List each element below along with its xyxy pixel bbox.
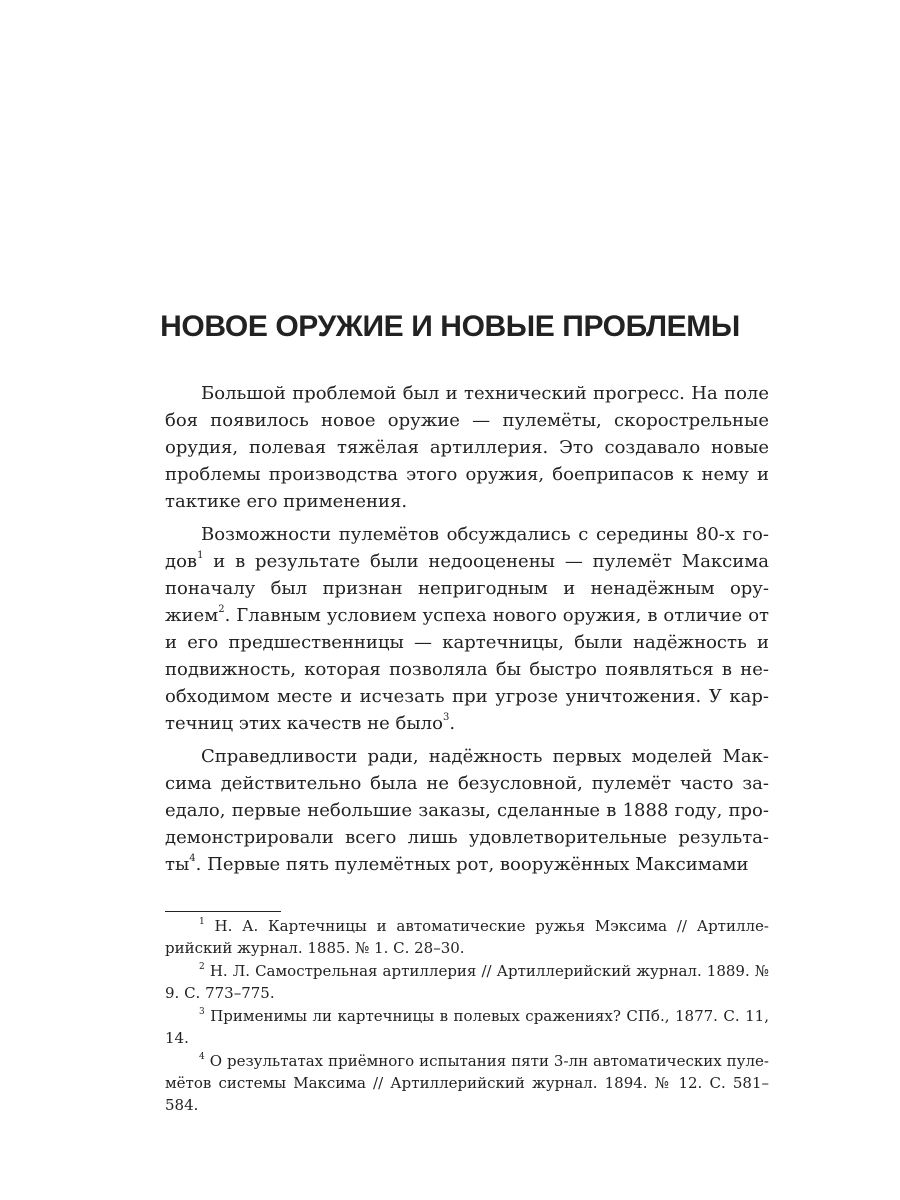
footnote-ref-1[interactable]: 1 bbox=[197, 550, 204, 561]
footnote-text: Н. А. Картечницы и автоматические ружья Мэксима // Артиллерийский журнал. 1885. № 1. С. 28–30. bbox=[165, 917, 769, 957]
footnote-text: О результатах приёмного испытания пяти 3-лн автоматических пулемётов системы Максима // Артиллерийский журнал. 1894. № 12. С. 581–584. bbox=[165, 1052, 769, 1114]
text-span: Большой проблемой был и технический прогресс. На поле боя появилось новое оружие — пулемёты, скорострельные орудия, полевая тяжёлая артиллерия. Это создавало новые проблемы производства этого оружия, боеприпасов к нему и тактике его применения. bbox=[165, 383, 769, 512]
text-span: . Первые пять пулемётных рот, вооружённых Максимами bbox=[195, 854, 749, 875]
footnote-ref-3[interactable]: 3 bbox=[442, 712, 450, 723]
footnote-number: 1 bbox=[199, 917, 205, 927]
footnote-text: Применимы ли картечницы в полевых сражениях? СПб., 1877. С. 11, 14. bbox=[165, 1007, 769, 1047]
footnote-number: 2 bbox=[199, 962, 205, 972]
footnote-ref-2[interactable]: 2 bbox=[218, 604, 225, 615]
footnote-1 bbox=[165, 915, 769, 959]
chapter-title: НОВОЕ ОРУЖИЕ И НОВЫЕ ПРОБЛЕМЫ bbox=[160, 310, 740, 343]
paragraph-3 bbox=[165, 743, 769, 878]
text-span: и в результате были недооценены — пулемёт Максима поначалу был признан непригодным и ненадёжным оружием bbox=[165, 551, 769, 626]
text-span: . Главным условием успеха нового оружия, в отличие от и его предшественницы — картечницы, были надёжность и подвижность, которая позволяла бы быстро появляться в необходимом месте и исчезать при угрозе уничтожения. У картечниц этих качеств не было bbox=[165, 605, 769, 734]
footnotes bbox=[165, 915, 769, 1117]
footnote-number: 4 bbox=[199, 1052, 205, 1062]
main-text bbox=[165, 380, 769, 884]
footnote-4 bbox=[165, 1050, 769, 1116]
footnote-divider bbox=[165, 911, 281, 912]
footnote-text: Н. Л. Самострельная артиллерия // Артиллерийский журнал. 1889. № 9. С. 773–775. bbox=[165, 962, 769, 1002]
paragraph-1 bbox=[165, 380, 769, 515]
footnote-3 bbox=[165, 1005, 769, 1049]
footnote-number: 3 bbox=[199, 1007, 205, 1017]
text-span: . bbox=[449, 713, 456, 734]
paragraph-2 bbox=[165, 521, 769, 737]
footnote-2 bbox=[165, 960, 769, 1004]
text-span: Справедливости ради, надёжность первых моделей Максима действительно была не безусловной, пулемёт часто заедало, первые небольшие заказы, сделанные в 1888 году, продемонстрировали всего лишь удовлетворительные результаты bbox=[165, 746, 769, 875]
footnote-ref-4[interactable]: 4 bbox=[189, 853, 196, 864]
text-span: Возможности пулемётов обсуждались с середины 80-х годов bbox=[165, 524, 769, 572]
